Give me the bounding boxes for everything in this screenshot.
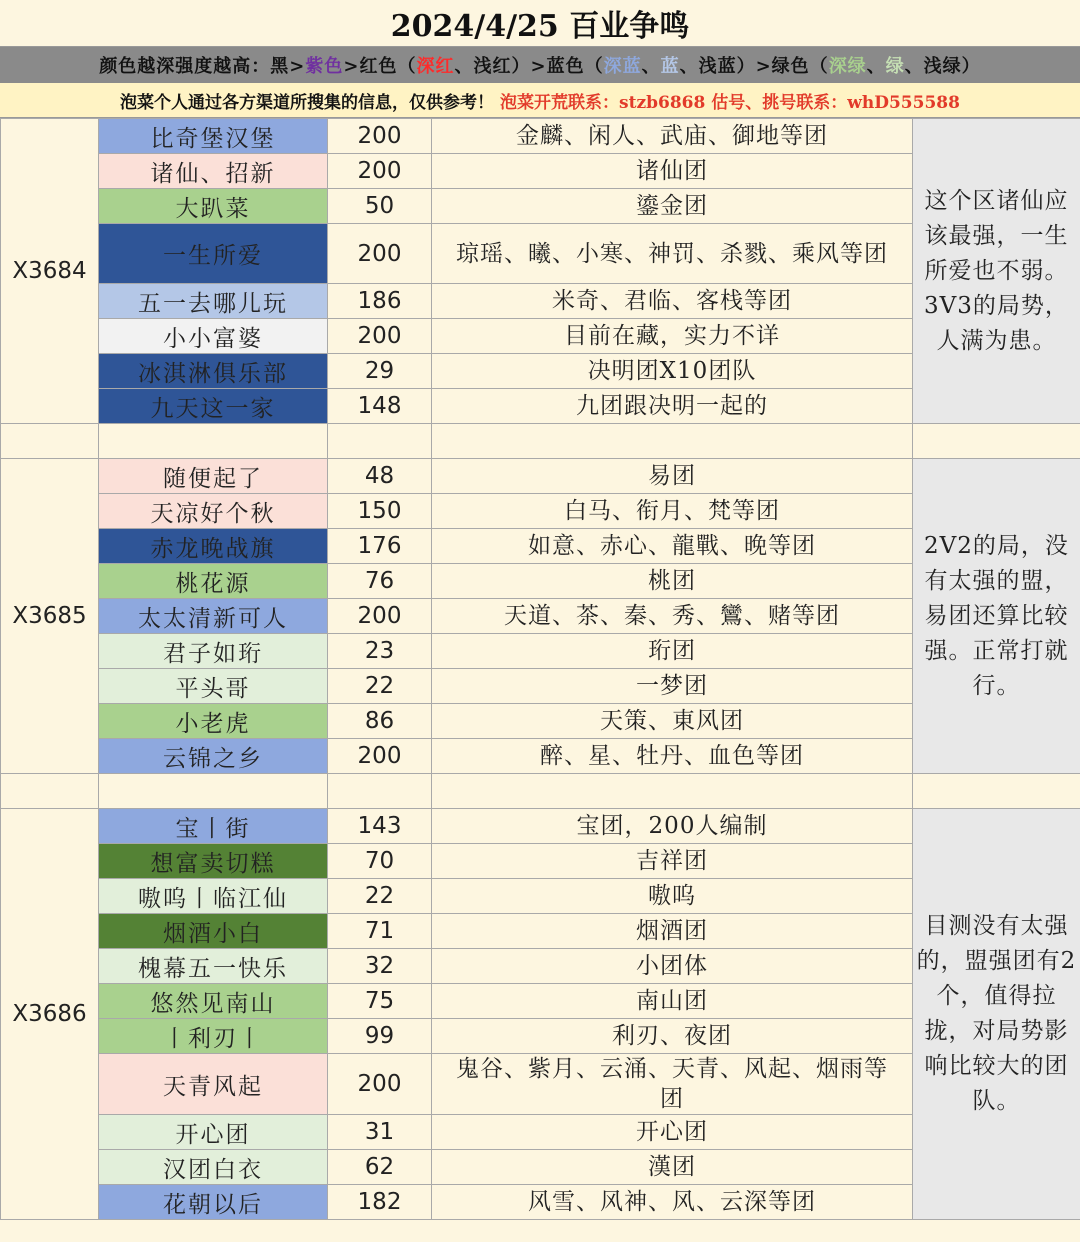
alliance-name: 小老虎: [99, 704, 328, 739]
member-count: 148: [328, 389, 432, 424]
spacer-cell: [1, 774, 99, 809]
member-count: 150: [328, 494, 432, 529]
server-id: X3686: [1, 809, 99, 1220]
team-description: 开心团: [432, 1115, 913, 1150]
team-description: 南山团: [432, 984, 913, 1019]
team-description: 九团跟决明一起的: [432, 389, 913, 424]
team-description: 烟酒团: [432, 914, 913, 949]
legend-segment: 、浅红）>蓝色（: [454, 56, 604, 77]
legend-segment: 深蓝: [603, 56, 642, 77]
alliance-name: 烟酒小白: [99, 914, 328, 949]
legend-segment: 蓝: [660, 56, 680, 77]
contact-text: 泡菜开荒联系：stzb6868 估号、挑号联系：whD555588: [500, 92, 960, 113]
member-count: 182: [328, 1185, 432, 1220]
alliance-name: 比奇堡汉堡: [99, 119, 328, 154]
member-count: 143: [328, 809, 432, 844]
team-description: 诸仙团: [432, 154, 913, 189]
team-description: 风雪、风神、风、云深等团: [432, 1185, 913, 1220]
member-count: 23: [328, 634, 432, 669]
legend-segment: 、浅蓝）>绿色（: [679, 56, 829, 77]
team-description: 金麟、闲人、武庙、御地等团: [432, 119, 913, 154]
team-description: 天道、茶、秦、秀、鸞、赌等团: [432, 599, 913, 634]
team-description: 利刃、夜团: [432, 1019, 913, 1054]
member-count: 200: [328, 1054, 432, 1115]
member-count: 200: [328, 119, 432, 154]
alliance-name: 天青风起: [99, 1054, 328, 1115]
alliance-name: 小小富婆: [99, 319, 328, 354]
legend-segment: >红色（: [343, 56, 417, 77]
member-count: 186: [328, 284, 432, 319]
member-count: 200: [328, 599, 432, 634]
member-count: 200: [328, 319, 432, 354]
member-count: 31: [328, 1115, 432, 1150]
legend-segment: 深红: [416, 56, 455, 77]
member-count: 22: [328, 879, 432, 914]
team-description: 珩团: [432, 634, 913, 669]
server-id: X3684: [1, 119, 99, 424]
server-id: X3685: [1, 459, 99, 774]
team-description: 小团体: [432, 949, 913, 984]
alliance-name: 一生所爱: [99, 224, 328, 284]
team-description: 漢团: [432, 1150, 913, 1185]
spacer-cell: [913, 424, 1080, 459]
team-description: 鎏金团: [432, 189, 913, 224]
alliance-name: 嗷呜丨临江仙: [99, 879, 328, 914]
table-row: [1, 459, 1080, 494]
member-count: 99: [328, 1019, 432, 1054]
team-description: 桃团: [432, 564, 913, 599]
table-row: [1, 809, 1080, 844]
alliance-name: 想富卖切糕: [99, 844, 328, 879]
legend-segment: 深绿: [828, 56, 867, 77]
team-description: 吉祥团: [432, 844, 913, 879]
legend-segment: 、: [866, 56, 886, 77]
member-count: 48: [328, 459, 432, 494]
team-description: 白马、衔月、梵等团: [432, 494, 913, 529]
member-count: 200: [328, 739, 432, 774]
alliance-name: 平头哥: [99, 669, 328, 704]
spacer-cell: [99, 424, 328, 459]
team-description: 目前在藏，实力不详: [432, 319, 913, 354]
legend-segment: 绿: [885, 56, 905, 77]
spacer-cell: [913, 774, 1080, 809]
alliance-name: 诸仙、招新: [99, 154, 328, 189]
page-title: 2024/4/25 百业争鸣: [0, 0, 1080, 47]
legend-segment: 紫色: [305, 56, 344, 77]
notice-text: 泡菜个人通过各方渠道所搜集的信息，仅供参考！: [120, 92, 495, 113]
alliance-name: 开心团: [99, 1115, 328, 1150]
alliance-name: 槐幕五一快乐: [99, 949, 328, 984]
legend-segment: 、浅绿）: [904, 56, 981, 77]
table-row: [1, 119, 1080, 154]
color-legend: [0, 47, 1080, 83]
member-count: 86: [328, 704, 432, 739]
alliance-name: 冰淇淋俱乐部: [99, 354, 328, 389]
member-count: 70: [328, 844, 432, 879]
member-count: 32: [328, 949, 432, 984]
member-count: 50: [328, 189, 432, 224]
spacer-cell: [99, 774, 328, 809]
team-description: 琼瑶、曦、小寒、神罚、杀戮、乘风等团: [432, 224, 913, 284]
notice-bar: [0, 83, 1080, 118]
alliance-name: 天凉好个秋: [99, 494, 328, 529]
team-description: 天策、東风团: [432, 704, 913, 739]
alliance-name: 云锦之乡: [99, 739, 328, 774]
alliance-name: 君子如珩: [99, 634, 328, 669]
member-count: 76: [328, 564, 432, 599]
alliance-name: 宝丨街: [99, 809, 328, 844]
team-description: 米奇、君临、客栈等团: [432, 284, 913, 319]
team-description: 宝团，200人编制: [432, 809, 913, 844]
member-count: 29: [328, 354, 432, 389]
spacer-cell: [432, 424, 913, 459]
alliance-name: 汉团白衣: [99, 1150, 328, 1185]
member-count: 22: [328, 669, 432, 704]
alliance-name: 太太清新可人: [99, 599, 328, 634]
member-count: 75: [328, 984, 432, 1019]
member-count: 62: [328, 1150, 432, 1185]
team-description: 嗷呜: [432, 879, 913, 914]
team-description: 易团: [432, 459, 913, 494]
team-description: 鬼谷、紫月、云涌、天青、风起、烟雨等团: [432, 1054, 913, 1115]
spacer-cell: [328, 424, 432, 459]
legend-segment: 颜色越深强度越高：黑>: [99, 56, 306, 77]
team-description: 决明团X10团队: [432, 354, 913, 389]
team-description: 醉、星、牡丹、血色等团: [432, 739, 913, 774]
alliance-name: 五一去哪儿玩: [99, 284, 328, 319]
team-description: 如意、赤心、龍戰、晚等团: [432, 529, 913, 564]
server-analysis-note: 目测没有太强的，盟强团有2个，值得拉拢，对局势影响比较大的团队。: [913, 809, 1080, 1220]
server-analysis-note: 这个区诸仙应该最强，一生所爱也不弱。3V3的局势，人满为患。: [913, 119, 1080, 424]
team-description: 一梦团: [432, 669, 913, 704]
alliance-name: 丨利刃丨: [99, 1019, 328, 1054]
spacer-cell: [328, 774, 432, 809]
section-spacer: [1, 424, 1080, 459]
alliance-name: 随便起了: [99, 459, 328, 494]
alliance-name: 赤龙晚战旗: [99, 529, 328, 564]
spacer-cell: [432, 774, 913, 809]
alliance-name: 大趴菜: [99, 189, 328, 224]
legend-segment: 、: [641, 56, 661, 77]
alliance-name: 桃花源: [99, 564, 328, 599]
member-count: 176: [328, 529, 432, 564]
alliance-name: 花朝以后: [99, 1185, 328, 1220]
server-table: [0, 118, 1080, 1220]
spacer-cell: [1, 424, 99, 459]
alliance-name: 悠然见南山: [99, 984, 328, 1019]
member-count: 200: [328, 154, 432, 189]
member-count: 71: [328, 914, 432, 949]
alliance-name: 九天这一家: [99, 389, 328, 424]
section-spacer: [1, 774, 1080, 809]
member-count: 200: [328, 224, 432, 284]
server-analysis-note: 2V2的局，没有太强的盟，易团还算比较强。正常打就行。: [913, 459, 1080, 774]
